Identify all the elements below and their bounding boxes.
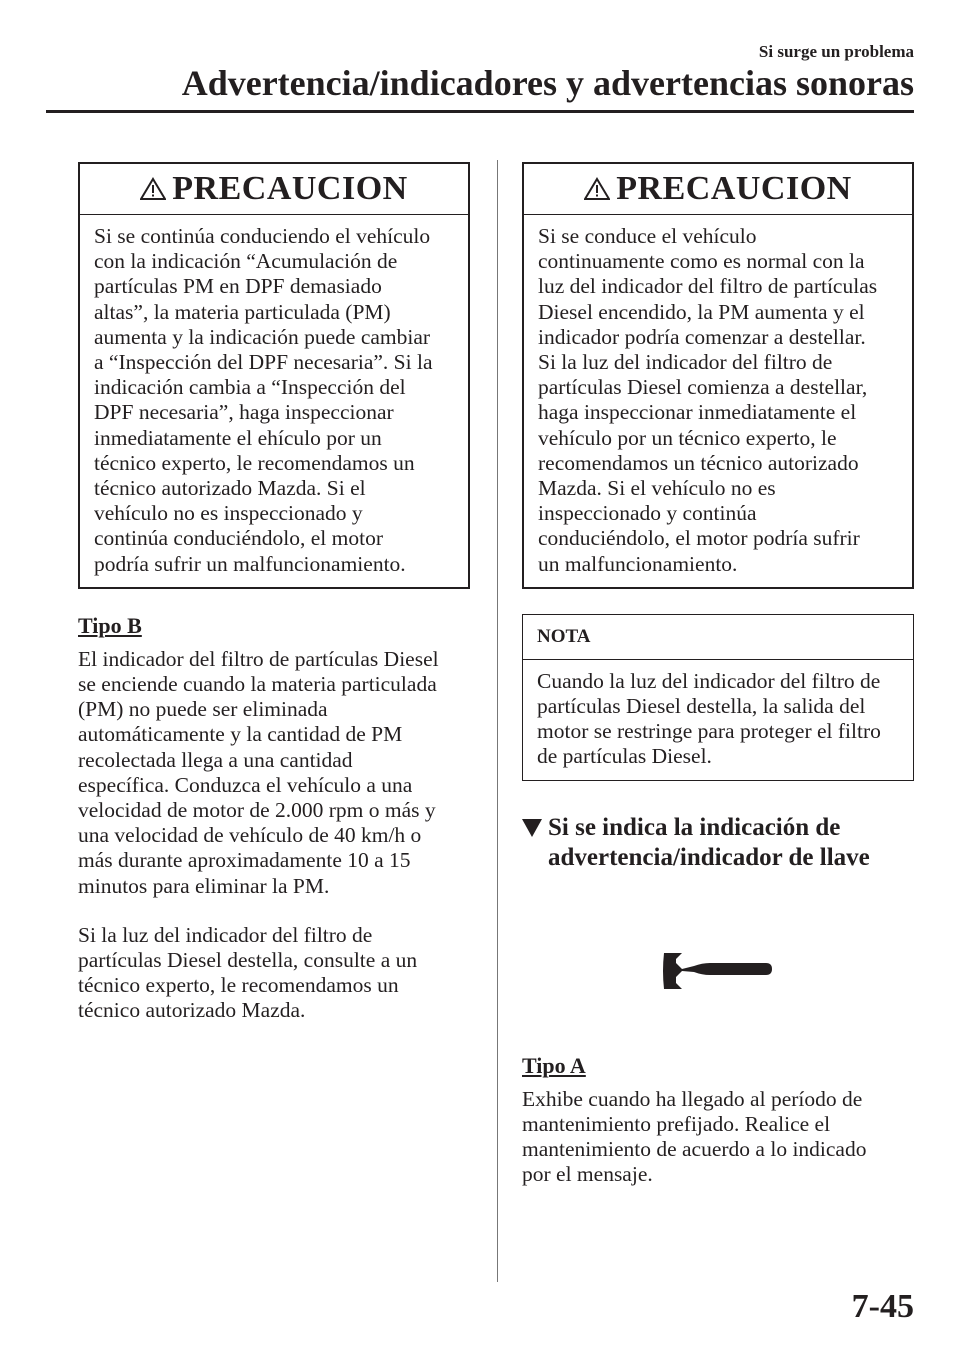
text-line: podría sufrir un malfuncionamiento. <box>94 551 406 576</box>
text-line: específica. Conduzca el vehículo a una <box>78 772 413 797</box>
text-line: partículas PM en DPF demasiado <box>94 274 382 299</box>
text-line: vehículo no es inspeccionado y <box>94 501 363 526</box>
text-line: continúa conduciéndolo, el motor <box>94 526 383 551</box>
page-number: 7-45 <box>851 1288 914 1325</box>
text-line: minutos para eliminar la PM. <box>78 873 330 898</box>
text-line: más durante aproximadamente 10 a 15 <box>78 848 411 873</box>
header-rule <box>46 110 914 113</box>
text-line: continuamente como es normal con la <box>538 249 865 274</box>
wrench-indicator <box>662 947 774 997</box>
wrench-icon <box>662 947 774 997</box>
text-line: con la indicación “Acumulación de <box>94 249 398 274</box>
caution-body <box>80 215 468 587</box>
text-line: Si se indica la indicación de <box>548 813 841 841</box>
text-line: conduciéndolo, el motor podría sufrir <box>538 526 860 551</box>
text-line: Si la luz del indicador del filtro de <box>78 922 373 947</box>
text-line: técnico experto, le recomendamos un <box>78 973 399 998</box>
subheading-tipo-a: Tipo A <box>522 1052 586 1078</box>
text-line: Si se conduce el vehículo <box>538 224 757 248</box>
warning-icon <box>584 177 610 201</box>
text-line: técnico autorizado Mazda. <box>78 998 306 1023</box>
text-line: a “Inspección del DPF necesaria”. Si la <box>94 350 433 375</box>
text-line: técnico experto, le recomendamos un <box>94 450 415 475</box>
text-line: vehículo por un técnico experto, le <box>538 425 837 450</box>
caution-body <box>524 215 912 587</box>
text-line: velocidad de motor de 2.000 rpm o más y <box>78 798 436 823</box>
text-line: El indicador del filtro de partículas Diesel <box>78 646 439 671</box>
text-line: Mazda. Si el vehículo no es <box>538 476 776 501</box>
caution-header <box>80 164 468 215</box>
text-line: aumenta y la indicación puede cambiar <box>94 324 431 349</box>
text-line: Si la luz del indicador del filtro de <box>538 350 833 375</box>
text-line: (PM) no puede ser eliminada <box>78 697 328 722</box>
caution-title: PRECAUCION <box>616 170 852 207</box>
text-line: partículas Diesel comienza a destellar, <box>538 375 868 400</box>
text-line: Cuando la luz del indicador del filtro de <box>537 668 881 693</box>
text-line: por el mensaje. <box>522 1162 653 1187</box>
caution-box-right <box>522 162 914 589</box>
note-title: NOTA <box>523 615 913 660</box>
text-line: un malfuncionamiento. <box>538 551 738 576</box>
section-heading-text <box>548 813 870 873</box>
text-line: inmediatamente el ehículo por un <box>94 425 382 450</box>
section-label: Si surge un problema <box>758 42 914 61</box>
text-line: técnico autorizado Mazda. Si el <box>94 476 366 501</box>
note-body <box>523 660 913 780</box>
text-line: mantenimiento prefijado. Realice el <box>522 1111 831 1136</box>
column-divider <box>497 160 498 1282</box>
paragraph <box>78 647 470 899</box>
text-line: haga inspeccionar inmediatamente el <box>538 400 857 425</box>
subheading-tipo-b: Tipo B <box>78 612 142 638</box>
text-line: mantenimiento de acuerdo a lo indicado <box>522 1137 867 1162</box>
caution-box-left <box>78 162 470 589</box>
text-line: inspeccionado y continúa <box>538 501 757 526</box>
warning-icon <box>140 177 166 201</box>
down-triangle-icon <box>522 819 542 837</box>
text-line: luz del indicador del filtro de partículas <box>538 274 878 299</box>
text-line: Exhibe cuando ha llegado al período de <box>522 1086 863 1111</box>
text-line: se enciende cuando la materia particulada <box>78 672 437 697</box>
section-heading <box>522 813 914 873</box>
text-line: motor se restringe para proteger el filtro <box>537 719 881 744</box>
paragraph <box>522 1087 914 1188</box>
text-line: indicador podría comenzar a destellar. <box>538 324 866 349</box>
caution-header <box>524 164 912 215</box>
text-line: recolectada llega a una cantidad <box>78 747 353 772</box>
page-title: Advertencia/indicadores y advertencias sonoras <box>181 63 914 103</box>
text-line: de partículas Diesel. <box>537 744 712 769</box>
text-line: una velocidad de vehículo de 40 km/h o <box>78 823 422 848</box>
caution-title: PRECAUCION <box>172 170 408 207</box>
paragraph <box>78 923 470 1024</box>
text-line: indicación cambia a “Inspección del <box>94 375 406 400</box>
right-column <box>522 162 914 1187</box>
text-line: DPF necesaria”, haga inspeccionar <box>94 400 394 425</box>
spacer <box>78 899 470 923</box>
note-box <box>522 614 914 781</box>
left-column <box>78 162 470 1024</box>
text-line: altas”, la materia particulada (PM) <box>94 299 391 324</box>
text-line: partículas Diesel destella, la salida del <box>537 694 866 719</box>
text-line: automáticamente y la cantidad de PM <box>78 722 403 747</box>
text-line: partículas Diesel destella, consulte a un <box>78 948 418 973</box>
text-line: Diesel encendido, la PM aumenta y el <box>538 299 865 324</box>
text-line: recomendamos un técnico autorizado <box>538 450 859 475</box>
text-line: Si se continúa conduciendo el vehículo <box>94 224 431 248</box>
text-line: advertencia/indicador de llave <box>548 843 870 871</box>
